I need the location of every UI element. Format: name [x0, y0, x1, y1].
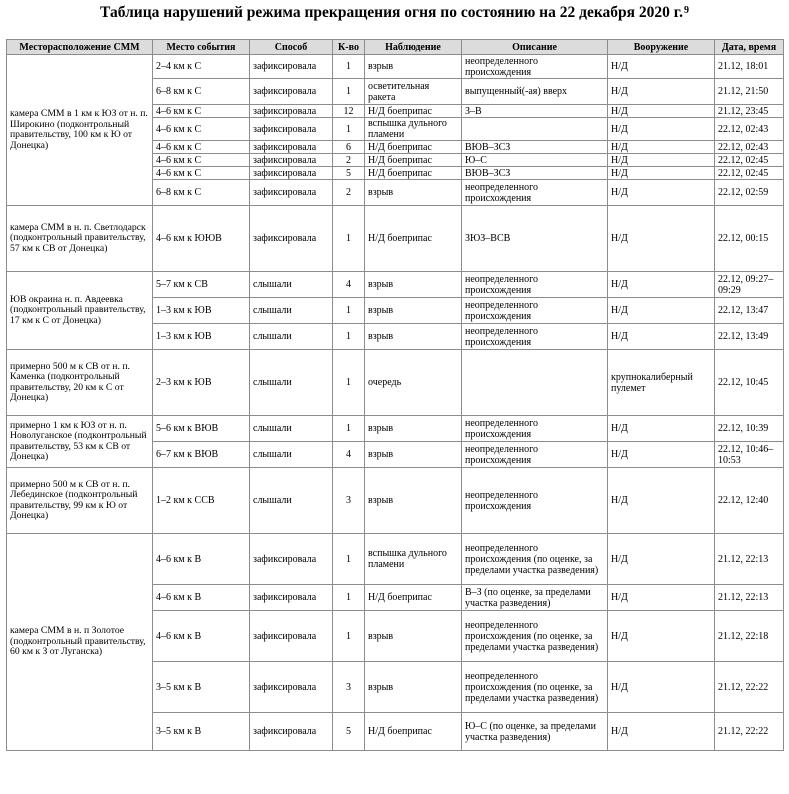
datetime-cell: 22.12, 02:45: [715, 154, 784, 167]
observation-cell: взрыв: [365, 298, 462, 324]
smm-location-cell: камера СММ в н. п Золотое (подконтрольный правительству, 60 км к З от Луганска): [7, 534, 153, 751]
event-place-cell: 2–3 км к ЮВ: [153, 350, 250, 416]
observation-cell: взрыв: [365, 324, 462, 350]
description-cell: неопределенного происхождения: [462, 468, 608, 534]
event-place-cell: 1–2 км к ССВ: [153, 468, 250, 534]
datetime-cell: 22.12, 02:59: [715, 180, 784, 206]
quantity-cell: 1: [333, 611, 365, 662]
observation-cell: взрыв: [365, 272, 462, 298]
method-cell: зафиксировала: [250, 105, 333, 118]
observation-cell: взрыв: [365, 662, 462, 713]
datetime-cell: 22.12, 13:49: [715, 324, 784, 350]
datetime-cell: 22.12, 02:43: [715, 141, 784, 154]
weapon-cell: Н/Д: [608, 206, 715, 272]
weapon-cell: Н/Д: [608, 324, 715, 350]
quantity-cell: 3: [333, 662, 365, 713]
method-cell: зафиксировала: [250, 141, 333, 154]
header-quantity: К-во: [333, 40, 365, 55]
quantity-cell: 6: [333, 141, 365, 154]
method-cell: слышали: [250, 272, 333, 298]
smm-location-cell: примерно 500 м к СВ от н. п. Лебединское (подконтрольный правительству, 99 км к Ю от Донецка): [7, 468, 153, 534]
smm-location-cell: камера СММ в 1 км к ЮЗ от н. п. Широкино (подконтрольный правительству, 100 км к Ю от Донецка): [7, 55, 153, 206]
description-cell: Ю–С: [462, 154, 608, 167]
observation-cell: Н/Д боеприпас: [365, 167, 462, 180]
event-place-cell: 6–8 км к С: [153, 79, 250, 105]
quantity-cell: 1: [333, 350, 365, 416]
description-cell: неопределенного происхождения (по оценке, за пределами участка разведения): [462, 611, 608, 662]
quantity-cell: 1: [333, 79, 365, 105]
method-cell: зафиксировала: [250, 585, 333, 611]
method-cell: зафиксировала: [250, 55, 333, 79]
observation-cell: взрыв: [365, 442, 462, 468]
datetime-cell: 21.12, 18:01: [715, 55, 784, 79]
method-cell: зафиксировала: [250, 79, 333, 105]
observation-cell: Н/Д боеприпас: [365, 713, 462, 751]
event-place-cell: 3–5 км к В: [153, 713, 250, 751]
datetime-cell: 21.12, 22:13: [715, 585, 784, 611]
weapon-cell: Н/Д: [608, 298, 715, 324]
weapon-cell: Н/Д: [608, 105, 715, 118]
weapon-cell: Н/Д: [608, 79, 715, 105]
quantity-cell: 12: [333, 105, 365, 118]
header-description: Описание: [462, 40, 608, 55]
description-cell: неопределенного происхождения: [462, 442, 608, 468]
quantity-cell: 1: [333, 298, 365, 324]
event-place-cell: 4–6 км к С: [153, 118, 250, 141]
observation-cell: Н/Д боеприпас: [365, 141, 462, 154]
datetime-cell: 22.12, 10:45: [715, 350, 784, 416]
quantity-cell: 2: [333, 154, 365, 167]
header-method: Способ: [250, 40, 333, 55]
quantity-cell: 1: [333, 324, 365, 350]
description-cell: неопределенного происхождения: [462, 180, 608, 206]
smm-location-cell: ЮВ окраина н. п. Авдеевка (подконтрольный правительству, 17 км к С от Донецка): [7, 272, 153, 350]
event-place-cell: 5–7 км к СВ: [153, 272, 250, 298]
datetime-cell: 22.12, 09:27–09:29: [715, 272, 784, 298]
table-header-row: [7, 40, 784, 55]
weapon-cell: Н/Д: [608, 713, 715, 751]
observation-cell: осветительная ракета: [365, 79, 462, 105]
weapon-cell: Н/Д: [608, 534, 715, 585]
quantity-cell: 1: [333, 206, 365, 272]
datetime-cell: 21.12, 22:13: [715, 534, 784, 585]
description-cell: неопределенного происхождения: [462, 55, 608, 79]
datetime-cell: 22.12, 02:43: [715, 118, 784, 141]
event-place-cell: 3–5 км к В: [153, 662, 250, 713]
quantity-cell: 5: [333, 167, 365, 180]
datetime-cell: 21.12, 22:22: [715, 713, 784, 751]
smm-location-cell: примерно 1 км к ЮЗ от н. п. Новолуганское (подконтрольный правительству, 53 км к СВ от Донецка): [7, 416, 153, 468]
method-cell: зафиксировала: [250, 662, 333, 713]
method-cell: слышали: [250, 442, 333, 468]
method-cell: зафиксировала: [250, 180, 333, 206]
table-row: [7, 272, 784, 298]
header-weapon: Вооружение: [608, 40, 715, 55]
datetime-cell: 21.12, 22:22: [715, 662, 784, 713]
event-place-cell: 4–6 км к С: [153, 105, 250, 118]
table-title: [0, 4, 789, 22]
weapon-cell: Н/Д: [608, 141, 715, 154]
description-cell: неопределенного происхождения (по оценке, за пределами участка разведения): [462, 534, 608, 585]
description-cell: З–В: [462, 105, 608, 118]
description-cell: [462, 350, 608, 416]
datetime-cell: 22.12, 13:47: [715, 298, 784, 324]
quantity-cell: 2: [333, 180, 365, 206]
observation-cell: очередь: [365, 350, 462, 416]
event-place-cell: 2–4 км к С: [153, 55, 250, 79]
observation-cell: Н/Д боеприпас: [365, 585, 462, 611]
observation-cell: взрыв: [365, 55, 462, 79]
datetime-cell: 22.12, 02:45: [715, 167, 784, 180]
event-place-cell: 6–7 км к ВЮВ: [153, 442, 250, 468]
observation-cell: Н/Д боеприпас: [365, 154, 462, 167]
method-cell: зафиксировала: [250, 611, 333, 662]
quantity-cell: 1: [333, 534, 365, 585]
datetime-cell: 22.12, 10:46–10:53: [715, 442, 784, 468]
quantity-cell: 1: [333, 416, 365, 442]
table-row: [7, 350, 784, 416]
event-place-cell: 1–3 км к ЮВ: [153, 324, 250, 350]
weapon-cell: Н/Д: [608, 416, 715, 442]
weapon-cell: Н/Д: [608, 272, 715, 298]
title-text: Таблица нарушений режима прекращения огня по состоянию на 22 декабря 2020 г.: [100, 4, 683, 21]
event-place-cell: 4–6 км к В: [153, 611, 250, 662]
description-cell: неопределенного происхождения: [462, 324, 608, 350]
table-row: [7, 55, 784, 79]
method-cell: зафиксировала: [250, 154, 333, 167]
ceasefire-violations-table: [6, 39, 784, 751]
smm-location-cell: камера СММ в н. п. Светлодарск (подконтрольный правительству, 57 км к СВ от Донецка): [7, 206, 153, 272]
smm-location-cell: примерно 500 м к СВ от н. п. Каменка (подконтрольный правительству, 20 км к С от Донецка): [7, 350, 153, 416]
method-cell: слышали: [250, 298, 333, 324]
title-footnote-mark: 9: [683, 5, 689, 16]
event-place-cell: 4–6 км к ЮЮВ: [153, 206, 250, 272]
event-place-cell: 6–8 км к С: [153, 180, 250, 206]
weapon-cell: Н/Д: [608, 611, 715, 662]
method-cell: зафиксировала: [250, 206, 333, 272]
quantity-cell: 3: [333, 468, 365, 534]
datetime-cell: 21.12, 21:50: [715, 79, 784, 105]
weapon-cell: Н/Д: [608, 118, 715, 141]
description-cell: [462, 118, 608, 141]
header-observation: Наблюдение: [365, 40, 462, 55]
table-row: [7, 534, 784, 585]
method-cell: слышали: [250, 324, 333, 350]
weapon-cell: Н/Д: [608, 585, 715, 611]
event-place-cell: 5–6 км к ВЮВ: [153, 416, 250, 442]
table-row: [7, 206, 784, 272]
datetime-cell: 22.12, 00:15: [715, 206, 784, 272]
event-place-cell: 1–3 км к ЮВ: [153, 298, 250, 324]
header-place: Место события: [153, 40, 250, 55]
method-cell: слышали: [250, 350, 333, 416]
datetime-cell: 21.12, 22:18: [715, 611, 784, 662]
observation-cell: взрыв: [365, 468, 462, 534]
weapon-cell: Н/Д: [608, 55, 715, 79]
description-cell: неопределенного происхождения: [462, 272, 608, 298]
header-datetime: Дата, время: [715, 40, 784, 55]
method-cell: зафиксировала: [250, 713, 333, 751]
method-cell: зафиксировала: [250, 118, 333, 141]
method-cell: слышали: [250, 468, 333, 534]
weapon-cell: Н/Д: [608, 180, 715, 206]
description-cell: Ю–С (по оценке, за пределами участка разведения): [462, 713, 608, 751]
table-row: [7, 416, 784, 442]
method-cell: зафиксировала: [250, 167, 333, 180]
quantity-cell: 5: [333, 713, 365, 751]
event-place-cell: 4–6 км к В: [153, 534, 250, 585]
quantity-cell: 4: [333, 272, 365, 298]
weapon-cell: Н/Д: [608, 468, 715, 534]
quantity-cell: 1: [333, 118, 365, 141]
datetime-cell: 22.12, 12:40: [715, 468, 784, 534]
quantity-cell: 1: [333, 585, 365, 611]
event-place-cell: 4–6 км к С: [153, 167, 250, 180]
weapon-cell: Н/Д: [608, 154, 715, 167]
datetime-cell: 21.12, 23:45: [715, 105, 784, 118]
observation-cell: взрыв: [365, 180, 462, 206]
event-place-cell: 4–6 км к С: [153, 141, 250, 154]
method-cell: зафиксировала: [250, 534, 333, 585]
quantity-cell: 1: [333, 55, 365, 79]
description-cell: неопределенного происхождения (по оценке, за пределами участка разведения): [462, 662, 608, 713]
weapon-cell: Н/Д: [608, 662, 715, 713]
observation-cell: вспышка дульного пламени: [365, 534, 462, 585]
weapon-cell: крупнокалиберный пулемет: [608, 350, 715, 416]
description-cell: ЗЮЗ–ВСВ: [462, 206, 608, 272]
event-place-cell: 4–6 км к С: [153, 154, 250, 167]
description-cell: В–З (по оценке, за пределами участка разведения): [462, 585, 608, 611]
header-location: Месторасположение СММ: [7, 40, 153, 55]
observation-cell: взрыв: [365, 416, 462, 442]
observation-cell: взрыв: [365, 611, 462, 662]
observation-cell: вспышка дульного пламени: [365, 118, 462, 141]
description-cell: неопределенного происхождения: [462, 416, 608, 442]
quantity-cell: 4: [333, 442, 365, 468]
weapon-cell: Н/Д: [608, 167, 715, 180]
method-cell: слышали: [250, 416, 333, 442]
weapon-cell: Н/Д: [608, 442, 715, 468]
table-row: [7, 468, 784, 534]
description-cell: неопределенного происхождения: [462, 298, 608, 324]
description-cell: ВЮВ–ЗСЗ: [462, 141, 608, 154]
observation-cell: Н/Д боеприпас: [365, 206, 462, 272]
event-place-cell: 4–6 км к В: [153, 585, 250, 611]
description-cell: выпущенный(-ая) вверх: [462, 79, 608, 105]
datetime-cell: 22.12, 10:39: [715, 416, 784, 442]
observation-cell: Н/Д боеприпас: [365, 105, 462, 118]
description-cell: ВЮВ–ЗСЗ: [462, 167, 608, 180]
